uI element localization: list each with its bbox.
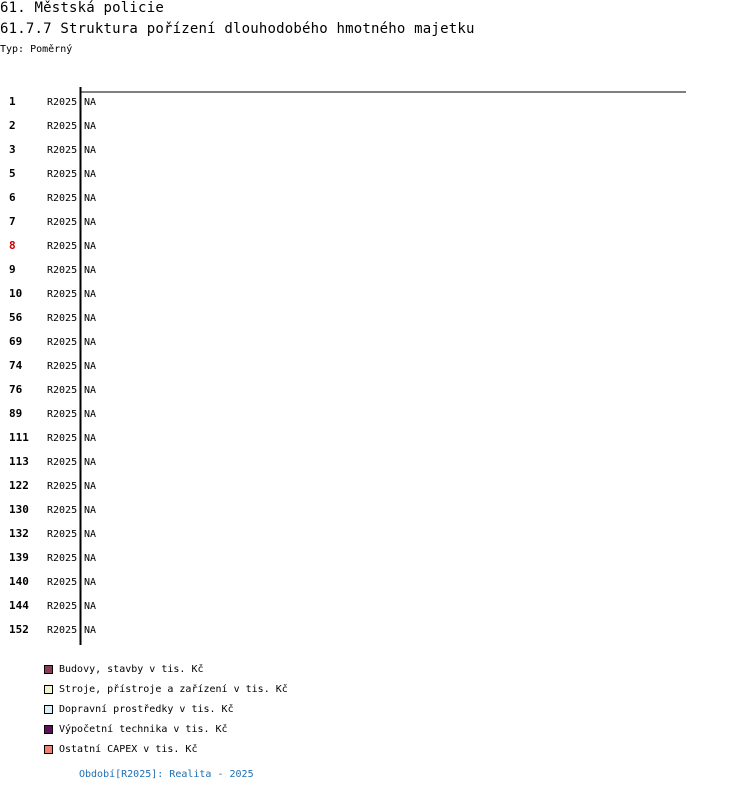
period-tick-label: R2025 [47, 265, 78, 276]
category-label: 69 [9, 335, 23, 348]
value-label: NA [84, 625, 97, 636]
period-tick-label: R2025 [47, 385, 78, 396]
category-label: 2 [9, 119, 16, 132]
category-label: 130 [9, 503, 29, 516]
value-label: NA [84, 337, 97, 348]
category-label: 152 [9, 623, 29, 636]
period-tick-label: R2025 [47, 625, 78, 636]
chart-title: 61.7.7 Struktura pořízení dlouhodobého hmotného majetku [0, 21, 475, 37]
section-title: 61. Městská policie [0, 0, 164, 16]
period-label: Období[R2025]: Realita - 2025 [79, 769, 254, 780]
period-tick-label: R2025 [47, 409, 78, 420]
category-label: 10 [9, 287, 23, 300]
value-label: NA [84, 217, 97, 228]
category-label: 122 [9, 479, 29, 492]
value-label: NA [84, 97, 97, 108]
period-tick-label: R2025 [47, 481, 78, 492]
chart-type-label: Typ: Poměrný [0, 44, 73, 55]
legend-label: Ostatní CAPEX v tis. Kč [59, 744, 198, 755]
value-label: NA [84, 457, 97, 468]
category-label: 76 [9, 383, 23, 396]
value-label: NA [84, 289, 97, 300]
legend-swatch [44, 665, 53, 674]
value-label: NA [84, 145, 97, 156]
legend-label: Výpočetní technika v tis. Kč [59, 724, 228, 735]
period-tick-label: R2025 [47, 361, 78, 372]
value-label: NA [84, 121, 97, 132]
category-label: 140 [9, 575, 29, 588]
legend-swatch [44, 725, 53, 734]
period-tick-label: R2025 [47, 553, 78, 564]
value-label: NA [84, 553, 97, 564]
category-label: 9 [9, 263, 16, 276]
value-label: NA [84, 433, 97, 444]
period-tick-label: R2025 [47, 217, 78, 228]
category-label: 8 [9, 239, 16, 252]
period-tick-label: R2025 [47, 505, 78, 516]
category-label: 74 [9, 359, 23, 372]
period-tick-label: R2025 [47, 457, 78, 468]
category-label: 7 [9, 215, 16, 228]
period-tick-label: R2025 [47, 97, 78, 108]
period-tick-label: R2025 [47, 529, 78, 540]
legend-swatch [44, 705, 53, 714]
category-label: 139 [9, 551, 29, 564]
period-tick-label: R2025 [47, 577, 78, 588]
value-label: NA [84, 313, 97, 324]
value-label: NA [84, 241, 97, 252]
legend-label: Dopravní prostředky v tis. Kč [59, 704, 234, 715]
period-tick-label: R2025 [47, 313, 78, 324]
period-tick-label: R2025 [47, 145, 78, 156]
value-label: NA [84, 601, 97, 612]
category-label: 89 [9, 407, 23, 420]
value-label: NA [84, 361, 97, 372]
value-label: NA [84, 481, 97, 492]
period-tick-label: R2025 [47, 193, 78, 204]
period-tick-label: R2025 [47, 337, 78, 348]
legend-label: Budovy, stavby v tis. Kč [59, 664, 204, 675]
value-label: NA [84, 409, 97, 420]
category-label: 111 [9, 431, 29, 444]
period-tick-label: R2025 [47, 289, 78, 300]
period-tick-label: R2025 [47, 241, 78, 252]
value-label: NA [84, 577, 97, 588]
period-tick-label: R2025 [47, 121, 78, 132]
category-label: 56 [9, 311, 23, 324]
category-label: 113 [9, 455, 29, 468]
legend-swatch [44, 685, 53, 694]
value-label: NA [84, 265, 97, 276]
legend-swatch [44, 745, 53, 754]
value-label: NA [84, 385, 97, 396]
category-label: 6 [9, 191, 16, 204]
period-tick-label: R2025 [47, 601, 78, 612]
value-label: NA [84, 505, 97, 516]
category-label: 144 [9, 599, 29, 612]
category-label: 5 [9, 167, 16, 180]
value-label: NA [84, 193, 97, 204]
value-label: NA [84, 169, 97, 180]
category-label: 3 [9, 143, 16, 156]
category-label: 132 [9, 527, 29, 540]
period-tick-label: R2025 [47, 433, 78, 444]
value-label: NA [84, 529, 97, 540]
period-tick-label: R2025 [47, 169, 78, 180]
category-label: 1 [9, 95, 16, 108]
legend-label: Stroje, přístroje a zařízení v tis. Kč [59, 684, 288, 695]
